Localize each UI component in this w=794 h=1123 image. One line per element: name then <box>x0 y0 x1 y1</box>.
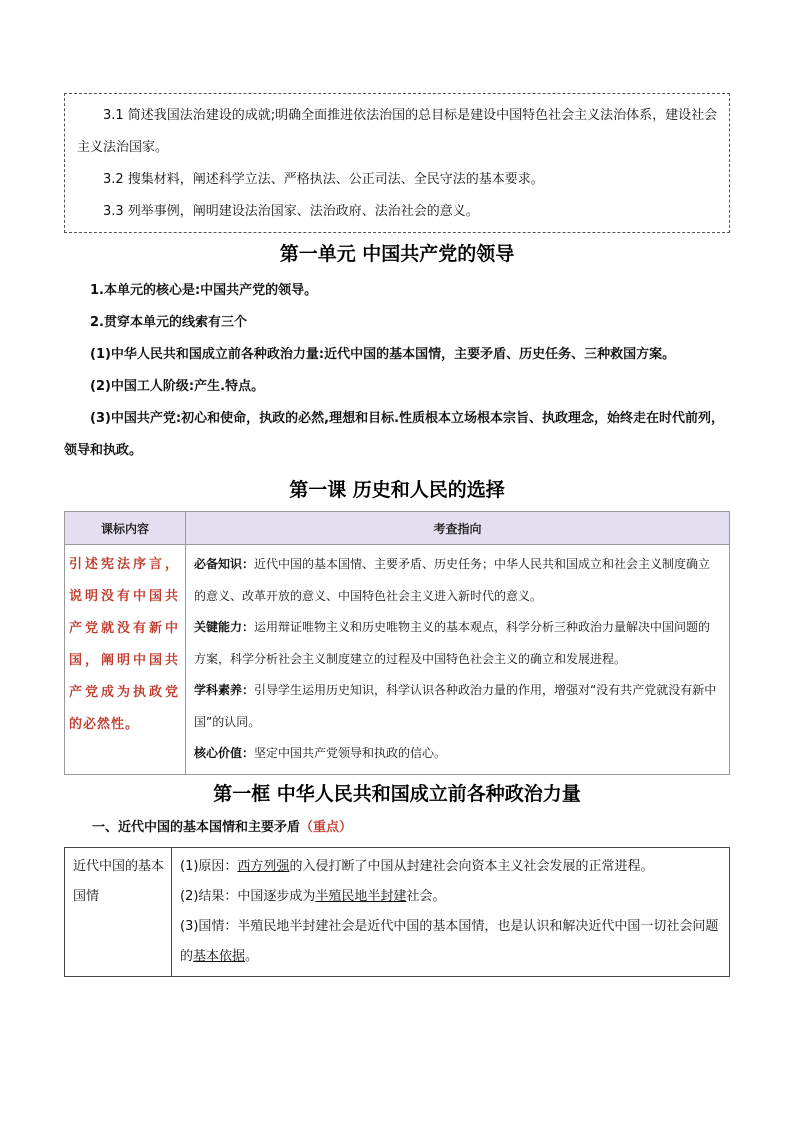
frame-title: 第一框 中华人民共和国成立前各种政治力量 <box>213 782 581 805</box>
value-text: 坚定中国共产党领导和执政的信心。 <box>254 746 447 760</box>
header-standard-content: 课标内容 <box>65 512 186 545</box>
literacy-para <box>194 675 721 738</box>
literacy-label: 学科素养： <box>194 683 255 697</box>
standards-table-row <box>65 545 730 775</box>
result-underlined: 半殖民地半封建 <box>315 888 407 904</box>
value-label: 核心价值： <box>194 746 255 760</box>
curriculum-standards-box <box>64 93 730 233</box>
header-assessment-focus: 考查指向 <box>186 512 730 545</box>
ability-text: 运用辩证唯物主义和历史唯物主义的基本观点，科学分析三种政治力量解决中国问题的方案，科学分析社会主义制度建立的过程及中国特色社会主义的确立和发展进程。 <box>194 620 711 666</box>
national-conditions-table <box>64 847 730 977</box>
unit-clue-2: (2)中国工人阶级:产生.特点。 <box>90 379 265 394</box>
situation-suffix: 。 <box>245 948 259 964</box>
unit-title: 第一单元 中国共产党的领导 <box>279 243 515 265</box>
standard-item-3-3: 3.3 列举事例，阐明建设法治国家、法治政府、法治社会的意义。 <box>103 204 479 219</box>
unit-core: 1.本单元的核心是:中国共产党的领导。 <box>90 283 318 298</box>
situation-prefix: (3)国情：半殖民地半封建社会是近代中国的基本国情，也是认识和解决近代中国一切社会问题的 <box>180 918 719 964</box>
standards-table <box>64 511 730 775</box>
result-line <box>180 882 721 912</box>
national-conditions-label: 近代中国的基本国情 <box>65 847 172 976</box>
situation-line <box>180 912 721 972</box>
unit-clue-1: (1)中华人民共和国成立前各种政治力量:近代中国的基本国情，主要矛盾、历史任务、三种救国方案。 <box>90 347 676 362</box>
national-conditions-row <box>65 847 730 976</box>
result-prefix: (2)结果：中国逐步成为 <box>180 888 316 904</box>
key-point-tag: （重点） <box>300 819 353 835</box>
cause-prefix: (1)原因： <box>180 858 238 874</box>
cause-underlined: 西方列强 <box>237 858 290 874</box>
cause-line <box>180 852 721 882</box>
ability-para <box>194 612 721 675</box>
situation-underlined: 基本依据 <box>193 948 246 964</box>
result-suffix: 社会。 <box>406 888 446 904</box>
assessment-focus-cell <box>186 545 730 775</box>
lesson-title: 第一课 历史和人民的选择 <box>289 479 505 501</box>
standard-item-3-1: 3.1 简述我国法治建设的成就;明确全面推进依法治国的总目标是建设中国特色社会主义法治体系，建设社会主义法治国家。 <box>77 108 718 155</box>
national-conditions-content <box>172 847 730 976</box>
cause-suffix: 的入侵打断了中国从封建社会向资本主义社会发展的正常进程。 <box>289 858 654 874</box>
knowledge-text: 近代中国的基本国情、主要矛盾、历史任务；中华人民共和国成立和社会主义制度确立的意义、改革开放的意义、中国特色社会主义进入新时代的意义。 <box>194 557 711 603</box>
knowledge-label: 必备知识： <box>194 557 255 571</box>
standard-content-cell: 引述宪法序言，说明没有中国共产党就没有新中国，阐明中国共产党成为执政党的必然性。 <box>65 545 186 775</box>
knowledge-para <box>194 549 721 612</box>
section-heading <box>92 817 730 839</box>
value-para <box>194 738 721 770</box>
literacy-text: 引导学生运用历史知识，科学认识各种政治力量的作用，增强对“没有共产党就没有新中国”的认同。 <box>194 683 717 729</box>
unit-clues-intro: 2.贯穿本单元的线索有三个 <box>90 315 247 330</box>
unit-clue-3: (3)中国共产党:初心和使命，执政的必然,理想和目标.性质根本立场根本宗旨、执政理念，始终走在时代前列，领导和执政。 <box>64 411 725 458</box>
document-page <box>64 93 730 977</box>
unit-summary <box>64 275 730 467</box>
ability-label: 关键能力： <box>194 620 255 634</box>
standards-table-header <box>65 512 730 545</box>
section-title: 一、近代中国的基本国情和主要矛盾 <box>92 819 301 835</box>
standard-item-3-2: 3.2 搜集材料，阐述科学立法、严格执法、公正司法、全民守法的基本要求。 <box>103 172 544 187</box>
